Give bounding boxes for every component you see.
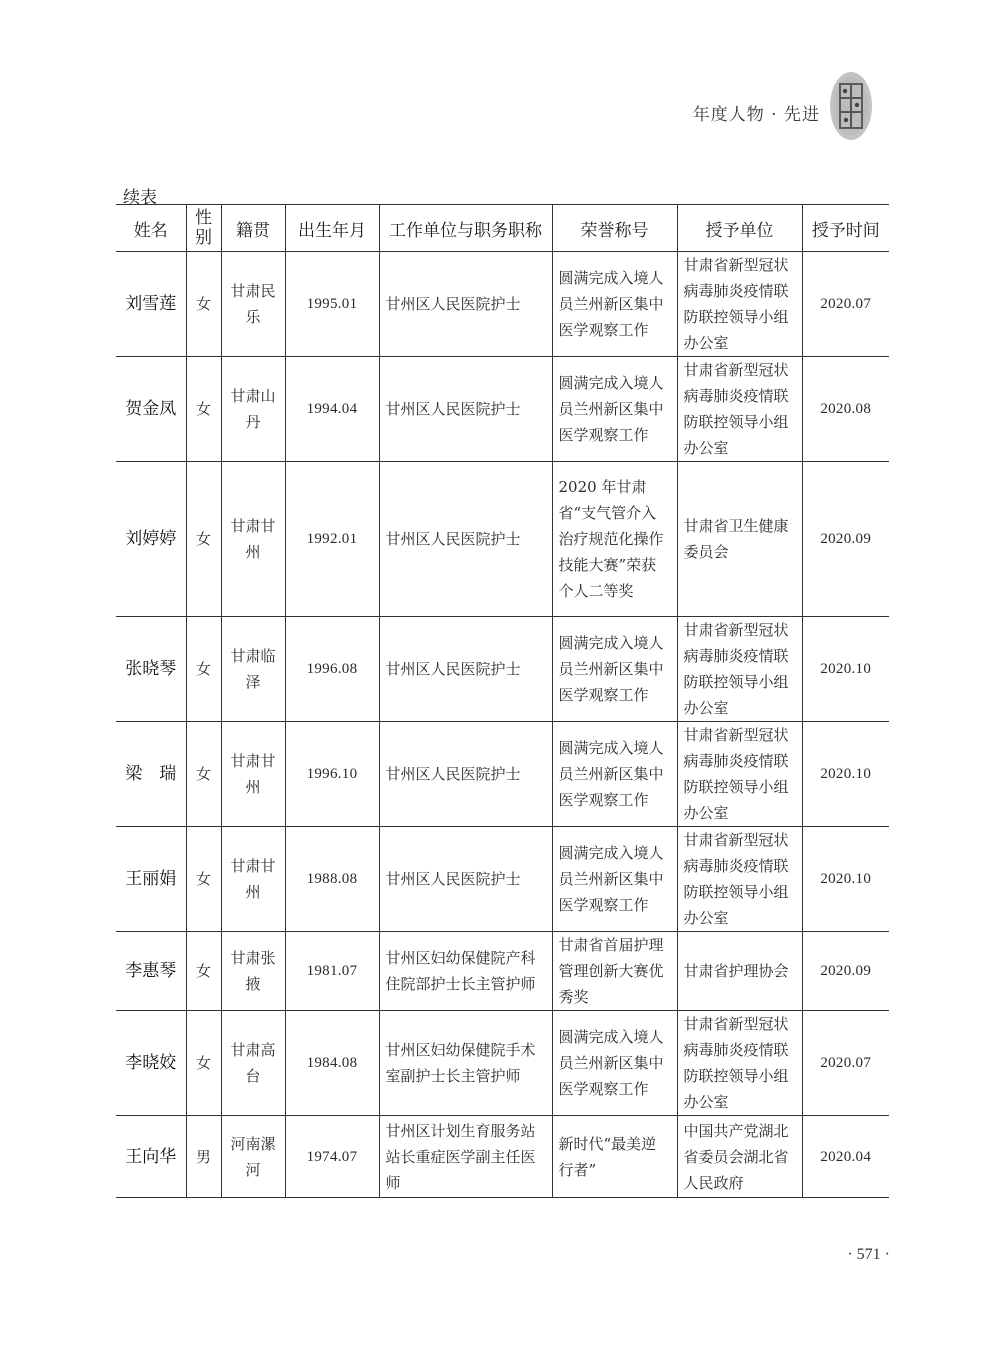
cell-native: 甘肃临泽	[221, 617, 285, 722]
cell-grantor: 甘肃省新型冠状病毒肺炎疫情联防联控领导小组办公室	[677, 617, 802, 722]
cell-unit: 甘州区人民医院护士	[379, 357, 552, 462]
cell-birth: 1995.01	[285, 252, 379, 357]
cell-native: 甘肃高台	[221, 1011, 285, 1116]
cell-unit: 甘州区妇幼保健院产科住院部护士长主管护师	[379, 932, 552, 1011]
table-row	[116, 252, 889, 357]
cell-honor: 圆满完成入境人员兰州新区集中医学观察工作	[552, 357, 677, 462]
table-row	[116, 932, 889, 1011]
cell-grantor: 甘肃省卫生健康委员会	[677, 462, 802, 617]
cell-grantor: 甘肃省新型冠状病毒肺炎疫情联防联控领导小组办公室	[677, 1011, 802, 1116]
table-row	[116, 1116, 889, 1198]
cell-name: 李晓姣	[116, 1011, 186, 1116]
cell-native: 甘肃张掖	[221, 932, 285, 1011]
cell-birth: 1996.10	[285, 722, 379, 827]
cell-native: 甘肃山丹	[221, 357, 285, 462]
cell-gender: 女	[186, 827, 221, 932]
cell-birth: 1996.08	[285, 617, 379, 722]
table-row	[116, 1011, 889, 1116]
cell-gender: 女	[186, 252, 221, 357]
running-header: 年度人物 · 先进	[692, 105, 820, 125]
cell-honor: 圆满完成入境人员兰州新区集中医学观察工作	[552, 827, 677, 932]
cell-name: 王向华	[116, 1116, 186, 1198]
cell-name: 李惠琴	[116, 932, 186, 1011]
cell-date: 2020.08	[802, 357, 889, 462]
table-row	[116, 617, 889, 722]
cell-unit: 甘州区人民医院护士	[379, 827, 552, 932]
cell-grantor: 甘肃省新型冠状病毒肺炎疫情联防联控领导小组办公室	[677, 827, 802, 932]
column-header-date: 授予时间	[802, 205, 889, 252]
cell-honor: 新时代“最美逆行者”	[552, 1116, 677, 1198]
cell-grantor: 甘肃省新型冠状病毒肺炎疫情联防联控领导小组办公室	[677, 357, 802, 462]
cell-date: 2020.09	[802, 932, 889, 1011]
seal-stamp-icon	[828, 70, 874, 142]
table-row	[116, 722, 889, 827]
continuation-label: 续表	[123, 188, 157, 208]
cell-native: 河南漯河	[221, 1116, 285, 1198]
column-header-name: 姓名	[116, 205, 186, 252]
cell-gender: 女	[186, 462, 221, 617]
cell-name: 王丽娟	[116, 827, 186, 932]
cell-gender: 女	[186, 617, 221, 722]
page-number: · 571 ·	[847, 1246, 890, 1263]
cell-date: 2020.10	[802, 827, 889, 932]
cell-birth: 1981.07	[285, 932, 379, 1011]
table-header-row	[116, 205, 889, 252]
cell-unit: 甘州区人民医院护士	[379, 462, 552, 617]
honors-table	[116, 204, 889, 1198]
cell-native: 甘肃民乐	[221, 252, 285, 357]
cell-name: 梁 瑞	[116, 722, 186, 827]
cell-honor: 圆满完成入境人员兰州新区集中医学观察工作	[552, 252, 677, 357]
cell-honor: 圆满完成入境人员兰州新区集中医学观察工作	[552, 722, 677, 827]
cell-date: 2020.10	[802, 722, 889, 827]
cell-unit: 甘州区计划生育服务站站长重症医学副主任医师	[379, 1116, 552, 1198]
cell-unit: 甘州区人民医院护士	[379, 722, 552, 827]
cell-date: 2020.09	[802, 462, 889, 617]
cell-honor: 甘肃省首届护理管理创新大赛优秀奖	[552, 932, 677, 1011]
cell-gender: 女	[186, 722, 221, 827]
cell-native: 甘肃甘州	[221, 462, 285, 617]
cell-gender: 男	[186, 1116, 221, 1198]
cell-date: 2020.07	[802, 1011, 889, 1116]
cell-unit: 甘州区妇幼保健院手术室副护士长主管护师	[379, 1011, 552, 1116]
cell-grantor: 中国共产党湖北省委员会湖北省人民政府	[677, 1116, 802, 1198]
cell-honor: 2020 年甘肃省“支气管介入治疗规范化操作技能大赛”荣获个人二等奖	[552, 462, 677, 617]
cell-date: 2020.07	[802, 252, 889, 357]
cell-grantor: 甘肃省护理协会	[677, 932, 802, 1011]
column-header-gender: 性别	[186, 205, 221, 252]
cell-birth: 1992.01	[285, 462, 379, 617]
cell-date: 2020.04	[802, 1116, 889, 1198]
cell-date: 2020.10	[802, 617, 889, 722]
cell-unit: 甘州区人民医院护士	[379, 617, 552, 722]
cell-native: 甘肃甘州	[221, 827, 285, 932]
cell-birth: 1974.07	[285, 1116, 379, 1198]
cell-gender: 女	[186, 357, 221, 462]
cell-grantor: 甘肃省新型冠状病毒肺炎疫情联防联控领导小组办公室	[677, 722, 802, 827]
cell-native: 甘肃甘州	[221, 722, 285, 827]
table-row	[116, 827, 889, 932]
column-header-birth: 出生年月	[285, 205, 379, 252]
cell-honor: 圆满完成入境人员兰州新区集中医学观察工作	[552, 617, 677, 722]
cell-birth: 1994.04	[285, 357, 379, 462]
column-header-grantor: 授予单位	[677, 205, 802, 252]
column-header-unit: 工作单位与职务职称	[379, 205, 552, 252]
cell-birth: 1988.08	[285, 827, 379, 932]
column-header-native: 籍贯	[221, 205, 285, 252]
cell-name: 刘婷婷	[116, 462, 186, 617]
cell-grantor: 甘肃省新型冠状病毒肺炎疫情联防联控领导小组办公室	[677, 252, 802, 357]
cell-gender: 女	[186, 932, 221, 1011]
table-row	[116, 462, 889, 617]
cell-name: 刘雪莲	[116, 252, 186, 357]
cell-birth: 1984.08	[285, 1011, 379, 1116]
cell-name: 张晓琴	[116, 617, 186, 722]
column-header-honor: 荣誉称号	[552, 205, 677, 252]
table-row	[116, 357, 889, 462]
cell-gender: 女	[186, 1011, 221, 1116]
cell-honor: 圆满完成入境人员兰州新区集中医学观察工作	[552, 1011, 677, 1116]
cell-name: 贺金凤	[116, 357, 186, 462]
cell-unit: 甘州区人民医院护士	[379, 252, 552, 357]
